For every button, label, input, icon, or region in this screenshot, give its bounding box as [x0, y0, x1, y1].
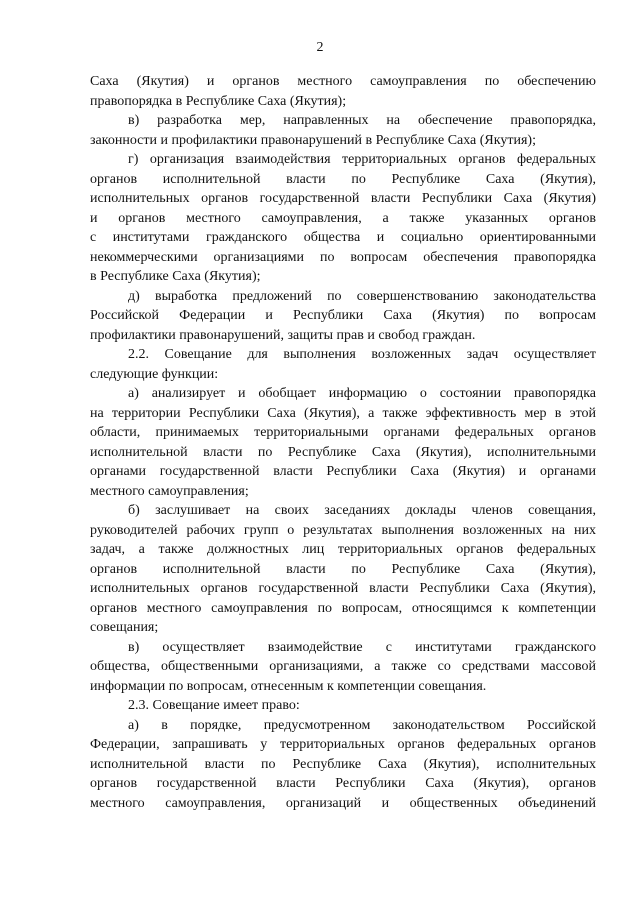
text-line: Саха (Якутия) и органов местного самоуправления по обеспечению — [90, 74, 596, 89]
text-line: с институтами гражданского общества и социально ориентированными — [90, 230, 596, 245]
text-line: местного самоуправления; — [90, 483, 249, 499]
paragraph-item-v — [90, 111, 596, 150]
text-line: местного самоуправления, организаций и общественных объединений — [90, 795, 596, 811]
paragraph-section-2-2 — [90, 345, 596, 384]
paragraph-item-b — [90, 501, 596, 638]
text-line: исполнительных органов государственной власти Республики Саха (Якутия) — [90, 191, 596, 206]
paragraph-section-2-3 — [90, 696, 596, 716]
text-line: в Республике Саха (Якутия); — [90, 269, 261, 284]
paragraph-continuation — [90, 72, 596, 111]
text-line: в) осуществляет взаимодействие с институтами гражданского — [128, 639, 596, 655]
text-line: некоммерческими организациями по вопросам обеспечения правопорядка — [90, 249, 596, 265]
text-line: органами государственной власти Республики Саха (Якутия) и органами — [90, 464, 596, 479]
paragraph-item-g — [90, 150, 596, 287]
page-number: 2 — [316, 40, 324, 55]
text-line: 2.3. Совещание имеет право: — [128, 698, 300, 713]
paragraph-item-a — [90, 384, 596, 501]
text-line: а) анализирует и обобщает информацию о состоянии правопорядка — [128, 386, 596, 401]
text-line: профилактики правонарушений, защиты прав и свобод граждан. — [90, 327, 476, 343]
text-line: Российской Федерации и Республики Саха (Якутия) по вопросам — [90, 308, 596, 323]
paragraph-item-a-2 — [90, 716, 596, 814]
text-line: следующие функции: — [90, 366, 219, 382]
text-line: на территории Республики Саха (Якутия), а также эффективность мер в этой — [90, 405, 596, 421]
text-line: органов государственной власти Республики Саха (Якутия), органов — [90, 776, 596, 791]
document-body — [90, 72, 596, 813]
text-line: исполнительных органов государственной власти Республики Саха (Якутия), — [90, 581, 596, 596]
text-line: совещания; — [90, 620, 159, 635]
text-line: 2.2. Совещание для выполнения возложенных задач осуществляет — [128, 347, 596, 362]
text-line: правопорядка в Республике Саха (Якутия); — [90, 93, 347, 109]
text-line: информации по вопросам, отнесенным к компетенции совещания. — [90, 678, 487, 694]
text-line: органов местного самоуправления по вопросам, относящимся к компетенции — [90, 600, 596, 616]
text-line: б) заслушивает на своих заседаниях доклады членов совещания, — [128, 503, 596, 518]
text-line: г) организация взаимодействия территориальных органов федеральных — [128, 152, 596, 167]
text-line: органов исполнительной власти по Республике Саха (Якутия), — [90, 561, 596, 577]
text-line: области, принимаемых территориальными органами федеральных органов — [90, 425, 596, 440]
text-line: органов исполнительной власти по Республике Саха (Якутия), — [90, 171, 596, 187]
text-line: и органов местного самоуправления, а также указанных органов — [90, 210, 596, 226]
text-line: исполнительной власти по Республике Саха (Якутия), исполнительными — [90, 444, 596, 460]
text-line: в) разработка мер, направленных на обеспечение правопорядка, — [128, 113, 596, 128]
text-line: общества, общественными организациями, а также со средствами массовой — [90, 659, 596, 674]
text-line: задач, а также должностных лиц территориальных органов федеральных — [90, 542, 596, 557]
paragraph-item-d — [90, 287, 596, 346]
text-line: исполнительной власти по Республике Саха (Якутия), исполнительных — [90, 756, 596, 772]
text-line: руководителей рабочих групп о результатах выполнения возложенных на них — [90, 522, 596, 538]
text-line: Федерации, запрашивать у территориальных органов федеральных органов — [90, 737, 596, 752]
paragraph-item-v-2 — [90, 638, 596, 697]
text-line: д) выработка предложений по совершенствованию законодательства — [128, 288, 596, 304]
text-line: законности и профилактики правонарушений в Республике Саха (Якутия); — [90, 132, 536, 148]
text-line: а) в порядке, предусмотренном законодательством Российской — [128, 717, 596, 733]
